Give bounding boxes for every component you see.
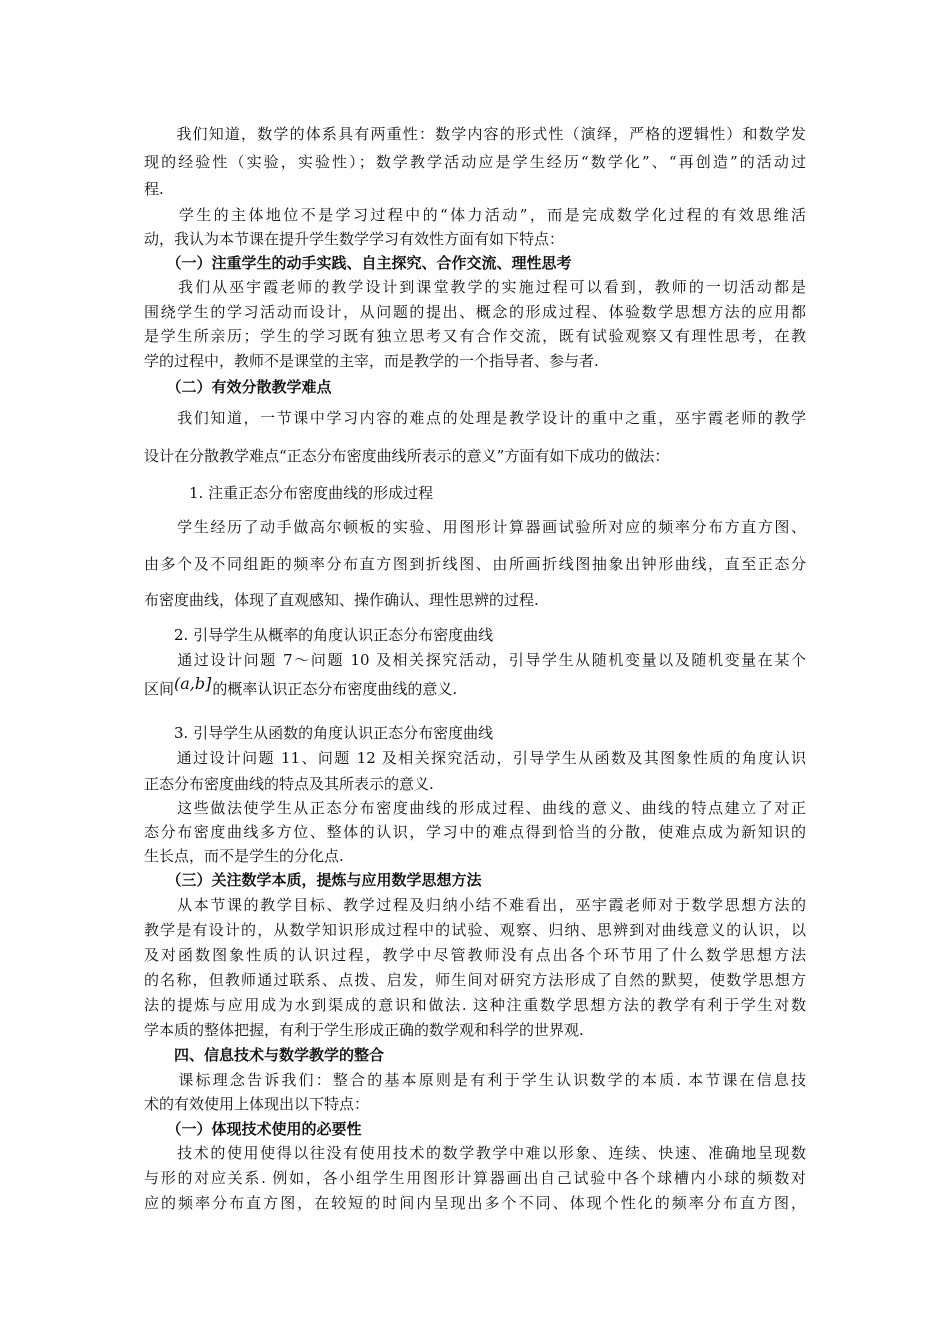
interval-prefix: 区间 [144,680,175,698]
subsection-heading: 1. 注重正态分布密度曲线的形成过程 [144,484,434,502]
paragraph-line: 态分布密度曲线多方位、整体的认识，学习中的难点得到恰当的分散，使难点成为新知识的 [144,823,806,841]
paragraph-line: 设计在分散教学难点“正态分布密度曲线所表示的意义”方面有如下成功的做法： [144,447,670,465]
paragraph-line: 这些做法使学生从正态分布密度曲线的形成过程、曲线的意义、曲线的特点建立了对正 [144,799,806,817]
paragraph-line: 学的过程中，教师不是课堂的主宰，而是教学的一个指导者、参与者. [144,352,599,370]
paragraph-line: 我们知道，数学的体系具有两重性：数学内容的形式性（演绎，严格的逻辑性）和数学发 [144,125,806,143]
paragraph-line: 法的提炼与应用成为水到渠成的意识和做法. 这种注重数学思想方法的教学有利于学生对数 [144,996,806,1014]
subsection-heading: 3. 引导学生从函数的角度认识正态分布密度曲线 [144,724,494,742]
section-heading: （三）关注数学本质，提炼与应用数学思想方法 [144,871,482,889]
paragraph-line: 教学是有设计的，从数学知识形成过程中的试验、观察、归纳、思辨到对曲线意义的认识，以 [144,921,806,939]
paragraph-line: 动，我认为本节课在提升学生数学学习有效性方面有如下特点： [144,230,565,248]
paragraph-line: 由多个及不同组距的频率分布直方图到折线图、由所画折线图抽象出钟形曲线，直至正态分 [144,555,806,573]
paragraph-line: 及对函数图象性质的认识过程，教学中尽管教师没有点出各个环节用了什么数学思想方法 [144,946,806,964]
paragraph-line: 是学生所亲历；学生的学习既有独立思考又有合作交流，既有试验观察又有理性思考，在教 [144,327,806,345]
paragraph-line: 应的频率分布直方图，在较短的时间内呈现出多个不同、体现个性化的频率分布直方图， [144,1194,806,1212]
paragraph-line: 课标理念告诉我们：整合的基本原则是有利于学生认识数学的本质. 本节课在信息技 [144,1071,806,1089]
paragraph-line: 学生的主体地位不是学习过程中的“体力活动”，而是完成数学化过程的有效思维活 [144,206,806,224]
interval-formula: (a,b] [174,674,212,693]
paragraph-line: 正态分布密度曲线的特点及其所表示的意义. [144,775,434,793]
section-heading: 四、信息技术与数学教学的整合 [144,1046,385,1064]
interval-suffix: 的概率认识正态分布密度曲线的意义. [212,680,458,698]
paragraph-line: 现的经验性（实验，实验性）；数学教学活动应是学生经历“数学化”、“再创造”的活动过 [144,153,806,171]
paragraph-line: 学生经历了动手做高尔顿板的实验、用图形计算器画试验所对应的频率分布方直方图、 [144,518,806,536]
paragraph-line: 通过设计问题 11、问题 12 及相关探究活动，引导学生从函数及其图象性质的角度认识 [144,749,806,767]
paragraph-line: 技术的使用使得以往没有使用技术的数学教学中难以形象、连续、快速、准确地呈现数 [144,1144,806,1162]
paragraph-line: 布密度曲线，体现了直观感知、操作确认、理性思辨的过程. [144,591,539,609]
section-heading: （一）体现技术使用的必要性 [144,1120,362,1138]
paragraph-line: 术的有效使用上体现出以下特点： [144,1095,370,1113]
subsection-heading: 2. 引导学生从概率的角度认识正态分布密度曲线 [144,626,494,644]
paragraph-line: 通过设计问题 7～问题 10 及相关探究活动，引导学生从随机变量以及随机变量在某个 [144,651,806,669]
paragraph-line: 从本节课的教学目标、教学过程及归纳小结不难看出，巫宇霞老师对于数学思想方法的 [144,896,806,914]
paragraph-line: 我们知道，一节课中学习内容的难点的处理是教学设计的重中之重，巫宇霞老师的教学 [144,409,806,427]
section-heading: （一）注重学生的动手实践、自主探究、合作交流、理性思考 [144,254,572,272]
section-heading: （二）有效分散教学难点 [144,378,332,396]
paragraph-line: 学本质的整体把握，有利于学生形成正确的数学观和科学的世界观. [144,1021,584,1039]
paragraph-line: 我们从巫宇霞老师的教学设计到课堂教学的实施过程可以看到，教师的一切活动都是 [144,278,806,296]
paragraph-line [144,674,458,699]
paragraph-line: 围绕学生的学习活动而设计，从问题的提出、概念的形成过程、体验数学思想方法的应用都 [144,303,806,321]
paragraph-line: 的名称，但教师通过联系、点拨、启发，师生间对研究方法形成了自然的默契，使数学思想方 [144,971,806,989]
paragraph-line: 生长点，而不是学生的分化点. [144,847,344,865]
paragraph-line: 与形的对应关系. 例如，各小组学生用图形计算器画出自己试验中各个球槽内小球的频数对 [144,1169,806,1187]
paragraph-line: 程. [144,180,164,198]
